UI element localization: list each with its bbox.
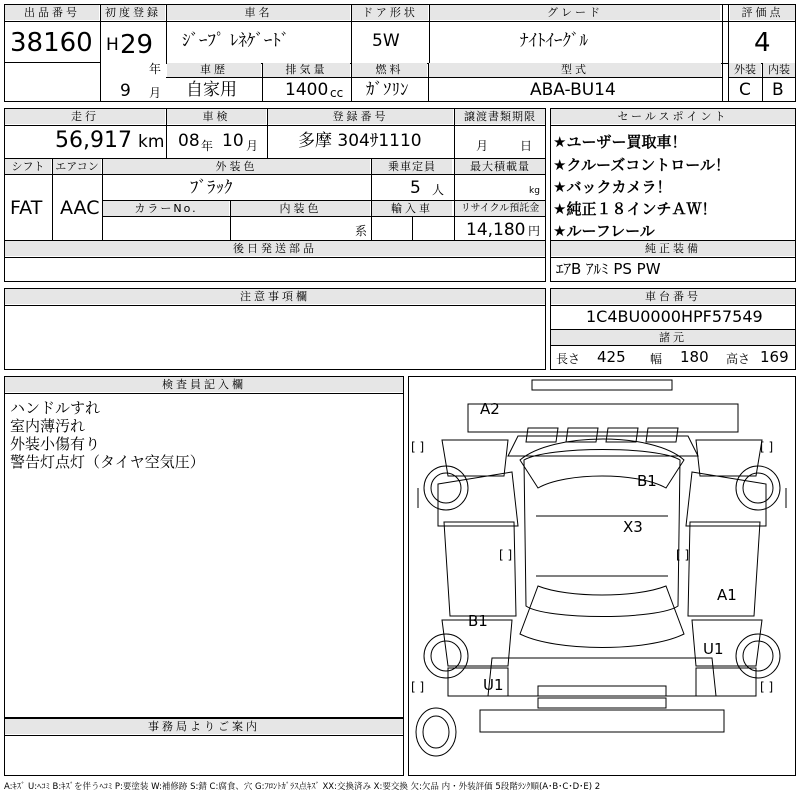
mileage-unit: km bbox=[138, 132, 165, 152]
damage-mark: B1 bbox=[468, 612, 488, 630]
inspection-header: 車検 bbox=[167, 109, 266, 124]
bracket-mark: [ ] bbox=[760, 680, 774, 694]
genuine-equipment-header: 純正装備 bbox=[551, 241, 795, 256]
door-header: ドア形状 bbox=[352, 5, 428, 20]
sales-point: ★ユーザー買取車！ bbox=[553, 133, 687, 151]
score-header: 評価点 bbox=[730, 5, 795, 20]
mileage-header: 走行 bbox=[5, 109, 165, 124]
inspection-year: 08 bbox=[178, 131, 200, 151]
aircon-header: エアコン bbox=[53, 159, 101, 174]
genuine-equipment: ｴｱB ｱﾙﾐ PS PW bbox=[556, 260, 661, 278]
recycle-fee: 14,180 bbox=[466, 220, 526, 240]
interior-grade: B bbox=[772, 80, 784, 100]
reg-no-header: 登録番号 bbox=[268, 109, 453, 124]
transfer-day-unit: 日 bbox=[520, 139, 533, 153]
sales-point: ★ルーフレール bbox=[553, 222, 655, 240]
vehicle-history: 自家用 bbox=[186, 80, 237, 100]
model-code: ABA-BU14 bbox=[530, 80, 616, 100]
inspector-note: 室内薄汚れ bbox=[10, 417, 86, 435]
height: 169 bbox=[760, 348, 789, 366]
damage-mark: X3 bbox=[623, 518, 643, 536]
mileage: 56,917 bbox=[55, 128, 132, 153]
car-name-header: 車名 bbox=[167, 5, 350, 20]
aircon-type: AAC bbox=[60, 197, 100, 219]
notes-header: 注意事項欄 bbox=[5, 289, 545, 304]
int-color-suffix: 系 bbox=[355, 224, 368, 238]
era: H bbox=[106, 35, 119, 55]
month-unit: 月 bbox=[149, 86, 162, 100]
bracket-mark: [ ] bbox=[411, 680, 425, 694]
office-header: 事務局よりご案内 bbox=[5, 719, 403, 734]
inspector-note: 警告灯点灯（タイヤ空気圧） bbox=[10, 453, 205, 471]
chassis-number: 1C4BU0000HPF57549 bbox=[586, 307, 763, 326]
sales-point: ★クルーズコントロール！ bbox=[553, 156, 730, 174]
capacity-unit: 人 bbox=[432, 183, 445, 197]
lot-number: 38160 bbox=[10, 28, 93, 58]
bracket-mark: [ ] bbox=[676, 548, 690, 562]
transfer-header: 譲渡書類期限 bbox=[455, 109, 545, 124]
width: 180 bbox=[680, 348, 709, 366]
displacement-unit: cc bbox=[330, 86, 344, 100]
load-unit: kg bbox=[529, 186, 540, 196]
door-type: 5W bbox=[372, 31, 400, 51]
damage-mark: A1 bbox=[717, 586, 737, 604]
height-label: 高さ bbox=[726, 352, 751, 366]
ext-color-header: 外装色 bbox=[103, 159, 370, 174]
grade-header: グレード bbox=[430, 5, 720, 20]
damage-mark: B1 bbox=[637, 472, 657, 490]
inspector-note: ハンドルすれ bbox=[10, 399, 101, 417]
chassis-header: 車台番号 bbox=[551, 289, 795, 304]
legend: A:ｷｽﾞ U:ﾍｺﾐ B:ｷｽﾞを伴うﾍｺﾐ P:要塗装 W:補修跡 S:錆 C:腐食、穴 G:ﾌﾛﾝﾄｶﾞﾗｽ点ｷｽﾞ XX:交換済み X:要交換 欠:欠品 内・外装評価 5段階ﾗﾝｸ順(A･B･C･D･E) 2 bbox=[4, 782, 601, 792]
damage-mark: U1 bbox=[483, 676, 504, 694]
transfer-month-unit: 月 bbox=[476, 139, 489, 153]
inspector-note: 外装小傷有り bbox=[10, 435, 101, 453]
model-code-header: 型式 bbox=[429, 63, 721, 77]
reg-month: 9 bbox=[120, 81, 131, 101]
inspection-month: 10 bbox=[222, 131, 244, 151]
import-header: 輸入車 bbox=[372, 201, 452, 216]
fuel-header: 燃料 bbox=[352, 63, 427, 77]
max-load-header: 最大積載量 bbox=[455, 159, 545, 174]
recycle-unit: 円 bbox=[528, 224, 541, 238]
year-unit: 年 bbox=[149, 62, 162, 76]
recycle-header: リサイクル預託金 bbox=[455, 201, 545, 216]
fuel: ｶﾞｿﾘﾝ bbox=[366, 80, 409, 100]
inspector-header: 検査員記入欄 bbox=[5, 377, 403, 392]
lot-no-header: 出品番号 bbox=[5, 5, 99, 20]
reg-year: 29 bbox=[120, 30, 154, 60]
exterior-grade-header: 外装 bbox=[729, 63, 761, 77]
car-diagram bbox=[408, 376, 796, 776]
exterior-grade: C bbox=[739, 80, 751, 100]
grade: ﾅｲﾄｲｰｸﾞﾙ bbox=[520, 31, 588, 51]
int-color-header: 内装色 bbox=[231, 201, 370, 216]
dimensions-header: 諸元 bbox=[551, 330, 795, 345]
capacity-header: 乗車定員 bbox=[372, 159, 452, 174]
inspection-month-unit: 月 bbox=[246, 139, 259, 153]
length-label: 長さ bbox=[556, 352, 581, 366]
damage-mark: A2 bbox=[480, 400, 500, 418]
bracket-mark: [ ] bbox=[760, 440, 774, 454]
length: 425 bbox=[597, 348, 626, 366]
shift-type: FAT bbox=[10, 197, 43, 219]
displacement: 1400 bbox=[285, 80, 329, 100]
color-no-header: カラーNo. bbox=[103, 201, 229, 216]
sales-point: ★純正１８インチＡＷ！ bbox=[553, 200, 717, 218]
bracket-mark: [ ] bbox=[411, 440, 425, 454]
history-header: 車歴 bbox=[167, 63, 261, 77]
exterior-color: ﾌﾞﾗｯｸ bbox=[190, 178, 233, 198]
score: 4 bbox=[754, 28, 771, 58]
sales-points-header: セールスポイント bbox=[551, 109, 795, 124]
displacement-header: 排気量 bbox=[263, 63, 350, 77]
damage-mark: U1 bbox=[703, 640, 724, 658]
bracket-mark: [ ] bbox=[499, 548, 513, 562]
capacity: 5 bbox=[410, 178, 421, 198]
interior-grade-header: 内装 bbox=[763, 63, 795, 77]
width-label: 幅 bbox=[650, 352, 663, 366]
parts-later-header: 後日発送部品 bbox=[5, 241, 545, 256]
shift-header: シフト bbox=[5, 159, 51, 174]
registration-number: 多摩 304ｻ1110 bbox=[298, 131, 422, 151]
first-reg-header: 初度登録 bbox=[101, 5, 165, 20]
car-name: ｼﾞｰﾌﾟ ﾚﾈｹﾞｰﾄﾞ bbox=[182, 31, 290, 51]
inspection-year-unit: 年 bbox=[201, 139, 214, 153]
sales-point: ★バックカメラ！ bbox=[553, 178, 672, 196]
